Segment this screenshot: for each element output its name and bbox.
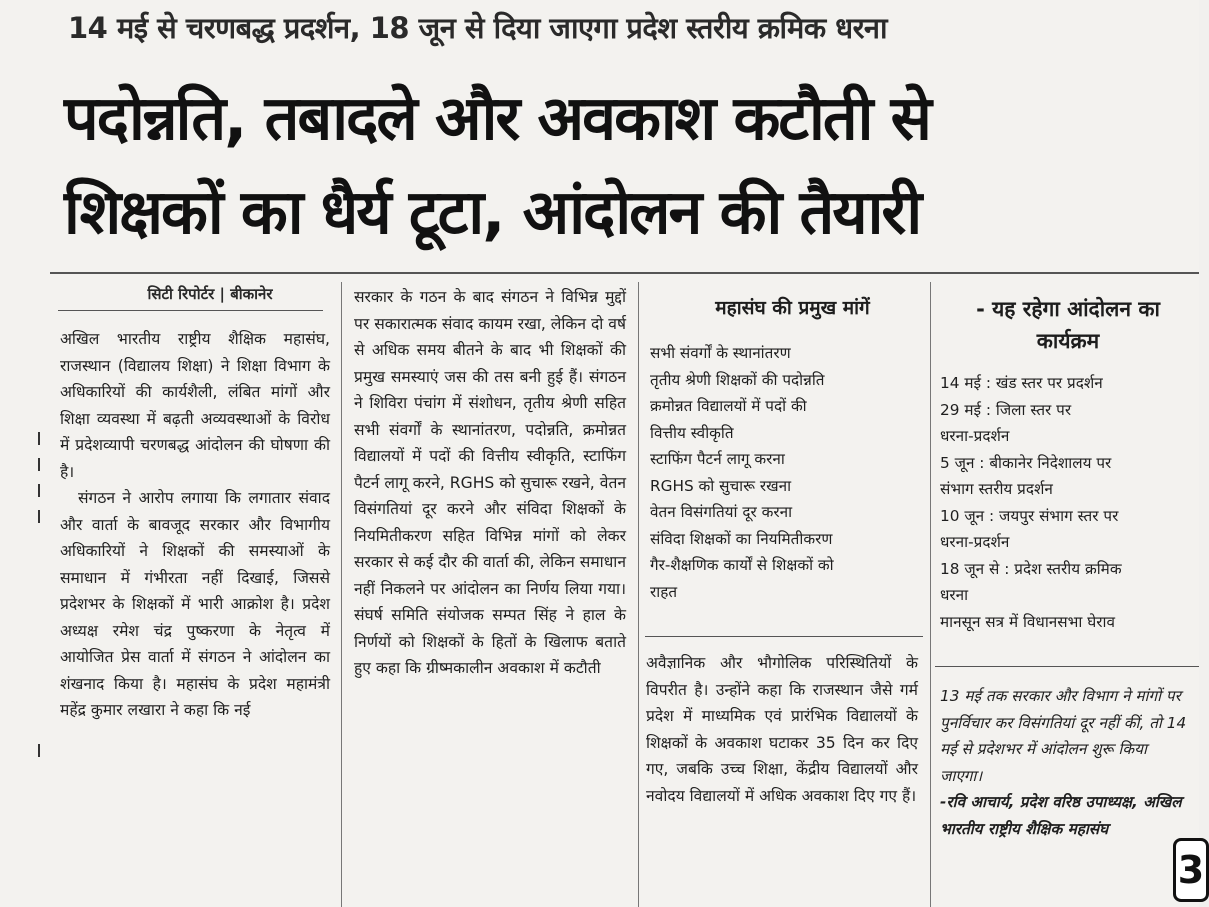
main-headline-line-1: पदोन्नति, तबादले और अवकाश कटौती से [64,83,930,154]
paragraph: अखिल भारतीय राष्ट्रीय शैक्षिक महासंघ, राजस्थान (विद्यालय शिक्षा) ने शिक्षा विभाग के अधिकारियों की कार्यशैली, लंबित मांगों और शिक्षा व्यवस्था में बढ़ती अव्यवस्थाओं के विरोध में प्रदेशव्यापी चरणबद्ध आंदोलन की घोषणा की है। [60,330,330,481]
article-column-1 [60,326,330,906]
pull-quote [940,683,1190,842]
page-number: 3 [1173,838,1209,902]
headline-divider [50,272,1199,274]
quote-author: -रवि आचार्य, प्रदेश वरिष्ठ उपाध्यक्ष, अखिल भारतीय राष्ट्रीय शैक्षिक महासंघ [940,793,1182,838]
paragraph: संगठन ने आरोप लगाया कि लगातार संवाद और वार्ता के बावजूद सरकार और विभागीय अधिकारियों ने शिक्षकों की समस्याओं के समाधान में गंभीरता नहीं दिखाई, जिससे प्रदेशभर के शिक्षकों में भारी आक्रोश है। प्रदेश अध्यक्ष रमेश चंद्र पुष्करणा के नेतृत्व में आयोजित प्रेस वार्ता में संगठन ने आंदोलन का शंखनाद किया है। महासंघ के प्रदेश महामंत्री महेंद्र कुमार लखारा ने कहा कि नई [60,489,330,719]
list-item: धरना-प्रदर्शन [940,427,1010,445]
margin-mark [38,484,40,497]
margin-mark [38,510,40,523]
list-item: गैर-शैक्षणिक कार्यों से शिक्षकों को [650,556,834,574]
list-item: तृतीय श्रेणी शिक्षकों की पदोन्नति [650,370,825,389]
list-item: स्टाफिंग पैटर्न लागू करना [650,450,785,468]
main-headline-line-2: शिक्षकों का धैर्य टूटा, आंदोलन की तैयारी [64,177,921,248]
article-column-3 [646,650,918,907]
list-item: वित्तीय स्वीकृति [650,423,734,442]
demands-box-title: महासंघ की प्रमुख मांगें [715,297,870,319]
list-item: धरना [940,586,969,604]
list-item: मानसून सत्र में विधानसभा घेराव [940,612,1115,631]
kicker-headline: 14 मई से चरणबद्ध प्रदर्शन, 18 जून से दिया जाएगा प्रदेश स्तरीय क्रमिक धरना [68,11,888,45]
paragraph: सरकार के गठन के बाद संगठन ने विभिन्न मुद्दों पर सकारात्मक संवाद कायम रखा, लेकिन दो वर्ष से अधिक समय बीतने के बाद भी शिक्षकों की प्रमुख समस्याएं जस की तस बनी हुई हैं। संगठन ने शिविरा पंचांग में संशोधन, तृतीय श्रेणी सहित सभी संवर्गों के स्थानांतरण, पदोन्नति, क्रमोन्नत विद्यालयों में पदों की वित्तीय स्वीकृति, स्टाफिंग पैटर्न लागू करने, RGHS को सुचारू रखने, वेतन विसंगतियां दूर करने और संविदा शिक्षकों के नियमितीकरण सहित विभिन्न मांगों को लेकर सरकार से कई दौर की वार्ता की, लेकिन समाधान नहीं निकलने पर आंदोलन का निर्णय लिया गया। संघर्ष समिति संयोजक सम्पत सिंह ने हाल के निर्णयों को शिक्षकों के हितों के खिलाफ बताते हुए कहा कि ग्रीष्मकालीन अवकाश में कटौती [354,288,626,677]
paragraph: अवैज्ञानिक और भौगोलिक परिस्थितियों के विपरीत है। उन्होंने कहा कि राजस्थान जैसे गर्म प्रदेश में माध्यमिक एवं प्रारंभिक विद्यालयों के शिक्षकों के अवकाश घटाकर 35 दिन कर दिए गए, जबकि उच्च शिक्षा, केंद्रीय विद्यालयों और नवोदय विद्यालयों में अधिक अवकाश दिए गए हैं। [646,654,918,805]
list-item: वेतन विसंगतियां दूर करना [650,503,793,521]
list-item: 29 मई : जिला स्तर पर [940,400,1072,419]
article-column-2 [354,284,626,907]
programme-title: - यह रहेगा आंदोलन का कार्यक्रम [976,297,1160,353]
byline-rule [58,310,323,311]
margin-mark [38,432,40,445]
margin-mark [38,744,40,757]
list-item: RGHS को सुचारू रखना [650,476,792,495]
list-item: संविदा शिक्षकों का नियमितीकरण [650,529,833,548]
list-item: संभाग स्तरीय प्रदर्शन [940,480,1053,498]
demands-list [650,340,920,605]
list-item: 5 जून : बीकानेर निदेशालय पर [940,453,1112,472]
list-item: सभी संवर्गों के स्थानांतरण [650,344,791,362]
box-divider [645,636,923,637]
programme-list [940,370,1190,635]
column-divider [638,282,639,907]
list-item: 14 मई : खंड स्तर पर प्रदर्शन [940,374,1103,392]
column-divider [341,282,342,907]
list-item: 18 जून से : प्रदेश स्तरीय क्रमिक [940,559,1122,578]
quote-text: 13 मई तक सरकार और विभाग ने मांगों पर पुनर्विचार कर विसंगतियां दूर नहीं कीं, तो 14 मई से प्रदेशभर में आंदोलन शुरू किया जाएगा। [940,687,1187,785]
margin-mark [38,458,40,471]
list-item: 10 जून : जयपुर संभाग स्तर पर [940,506,1119,525]
list-item: राहत [650,582,678,601]
list-item: क्रमोन्नत विद्यालयों में पदों की [650,397,807,415]
list-item: धरना-प्रदर्शन [940,533,1010,551]
column-divider [930,282,931,907]
byline: सिटी रिपोर्टर | बीकानेर [147,285,273,303]
box-divider [935,666,1199,667]
